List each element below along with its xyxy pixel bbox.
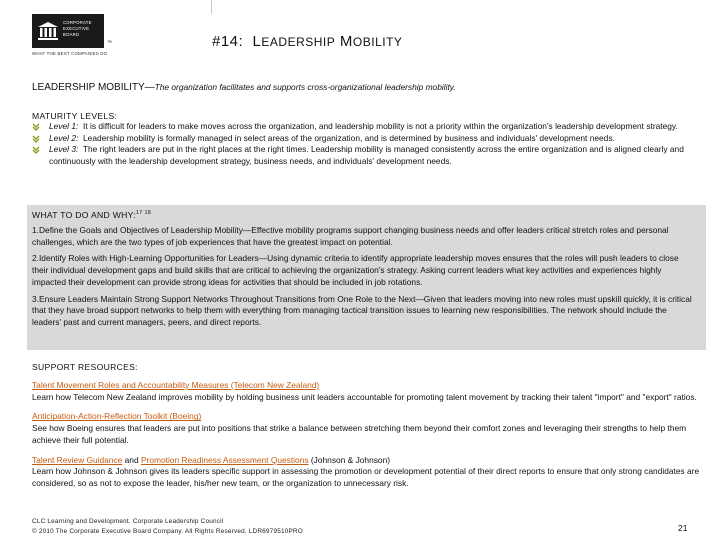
- subtitle: [32, 82, 712, 93]
- footer-line: CLC Learning and Development. Corporate Leadership Council: [32, 518, 224, 525]
- resource-item: [32, 455, 702, 490]
- brand-tagline: WHAT THE BEST COMPANIES DO: [32, 51, 108, 56]
- what-to-do-heading: [32, 210, 697, 220]
- trademark-mark: ™: [107, 40, 112, 46]
- footer: [32, 517, 303, 536]
- logo-line: BOARD: [63, 32, 80, 37]
- logo-line: EXECUTIVE: [63, 26, 90, 31]
- level-label: Level 2:: [49, 132, 79, 143]
- list-item: [32, 133, 702, 145]
- support-resources: [32, 362, 702, 490]
- resource-link[interactable]: Talent Movement Roles and Accountability Measures (Telecom New Zealand): [32, 380, 320, 390]
- resource-item: [32, 380, 702, 403]
- footnote-refs: 17 18: [135, 210, 152, 217]
- chevron-bullet-icon: [32, 146, 40, 154]
- list-item: [32, 144, 702, 167]
- level-text: Leadership mobility is formally managed in select areas of the organization, and is determined by business and individuals' development needs.: [83, 132, 615, 143]
- logo-wordmark: [63, 20, 103, 38]
- maturity-heading: MATURITY LEVELS:: [32, 111, 118, 121]
- page-title: [212, 33, 402, 50]
- resource-description: Learn how Johnson & Johnson gives its leaders specific support in assessing the promotion or development potential of their direct reports to ensure that only strong candidates are considered, so as not to expose the leader, his/her new team, or the organization to unnecessary risk.: [32, 466, 700, 488]
- resource-item: [32, 411, 702, 446]
- copyright-line: © 2010 The Corporate Executive Board Company. All Rights Reserved. LDR6979510PRO: [32, 527, 303, 535]
- subtitle-dash: —: [144, 82, 155, 93]
- what-to-do-title: WHAT TO DO AND WHY:: [32, 210, 136, 220]
- support-heading: SUPPORT RESOURCES:: [32, 362, 138, 372]
- company-logo: [32, 14, 104, 48]
- chevron-bullet-icon: [32, 123, 40, 131]
- resource-description: Learn how Telecom New Zealand improves mobility by holding business unit leaders accountable for promoting talent movement by tracking their talent "import" and "export" ratios.: [32, 391, 697, 402]
- what-to-do-box: [27, 205, 706, 350]
- title-number: #14:: [212, 33, 244, 50]
- page-number: 21: [678, 523, 688, 533]
- level-label: Level 1:: [49, 121, 79, 131]
- level-label: Level 3:: [49, 144, 79, 155]
- resource-company: (Johnson & Johnson): [308, 454, 391, 465]
- resource-link[interactable]: Anticipation-Action-Reflection Toolkit (Boeing): [32, 411, 202, 422]
- action-step: 3.Ensure Leaders Maintain Strong Support Networks Throughout Transitions from One Role to the Next—Given that leaders moving into new roles must upskill quickly, it is critical that they have broad support networks to help them with everything from managing tactical transition issues to learning new responsibilities. The network should include the leaders' past and current managers, peers, and direct reports.: [32, 293, 692, 327]
- resource-link[interactable]: Promotion Readiness Assessment Questions: [140, 454, 309, 465]
- resource-link[interactable]: Talent Review Guidance: [32, 454, 123, 465]
- action-step: 2.Identify Roles with High-Learning Opportunities for Leaders—Using dynamic criteria to identify appropriate leadership moves ensures that the roles will push leaders to close their individual development gaps and build skills that are critical to achieving the organization's strategy. Asking current leaders what key activities and experiences highly impacted their development can provide strong ideas for activities that should be included in job rotations.: [32, 253, 679, 287]
- subtitle-description: The organization facilitates and supports cross-organizational leadership mobility.: [154, 82, 456, 92]
- title-divider: [211, 0, 212, 14]
- logo-line: CORPORATE: [63, 20, 92, 25]
- maturity-levels: [32, 111, 702, 168]
- title-initial: M: [339, 33, 353, 50]
- resource-joiner: and: [122, 454, 141, 465]
- subtitle-label: LEADERSHIP MOBILITY: [32, 82, 145, 93]
- building-icon: [36, 19, 60, 43]
- title-word: OBILITY: [352, 35, 403, 49]
- chevron-bullet-icon: [32, 135, 40, 143]
- resource-description: See how Boeing ensures that leaders are put into positions that strike a balance between stretching them beyond their comfort zones and leveraging their strengths to help them achieve their full potential.: [32, 423, 687, 445]
- level-text: The right leaders are put in the right places at the right times. Leadership mobility is managed consistently across the entire organization and is aligned clearly and continuously with the leadership development strategy, business needs, and individuals' development needs.: [49, 144, 684, 167]
- level-text: It is difficult for leaders to make moves across the organization, and leadership mobility is not a priority within the organization's leadership development strategy.: [83, 121, 678, 131]
- title-initial: L: [252, 33, 262, 50]
- title-word: EADERSHIP: [261, 35, 336, 49]
- list-item: [32, 121, 702, 133]
- action-step: 1.Define the Goals and Objectives of Leadership Mobility—Effective mobility programs support changing business needs and offer leaders critical stretch roles and personal challenges, which are the two types of job experiences that have the greatest impact on potential.: [32, 225, 669, 247]
